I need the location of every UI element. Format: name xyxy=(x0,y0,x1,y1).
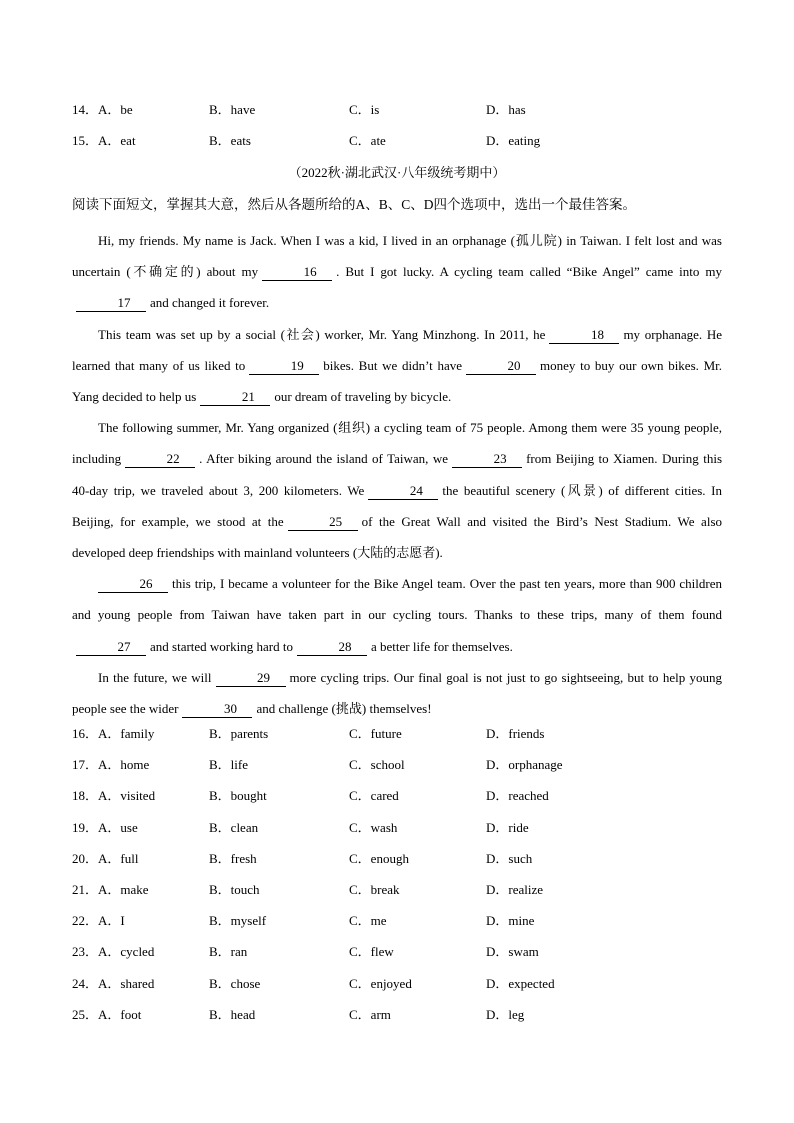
option-row xyxy=(72,880,722,900)
option-c[interactable]: C．me xyxy=(349,913,387,929)
option-a-text: A．cycled xyxy=(98,944,155,960)
option-b[interactable]: B．have xyxy=(209,102,256,117)
question-number: 20． xyxy=(72,850,99,866)
option-b[interactable]: B．myself xyxy=(209,913,267,929)
option-row xyxy=(72,974,722,994)
passage-text: The following summer, Mr. Yang organized (组织) a cycling team of 75 people. Among them were 35 young people, including xyxy=(72,420,722,467)
option-c[interactable]: C．wash xyxy=(349,819,398,835)
passage-text: bikes. But we didn’t have xyxy=(323,357,463,373)
option-row xyxy=(72,786,722,806)
option-b[interactable]: B．life xyxy=(209,757,248,773)
question-number: 21． xyxy=(72,882,99,897)
question-number: 25． xyxy=(72,1006,99,1022)
option-d[interactable]: D．mine xyxy=(486,913,535,929)
passage-text: from Beijing to Xiamen. During this 40-day trip, we traveled about 3, 200 kilometers. We xyxy=(72,451,723,498)
option-a[interactable] xyxy=(72,974,154,994)
passage-text: a better life for themselves. xyxy=(370,638,513,654)
option-a[interactable] xyxy=(72,724,154,744)
option-a-text: A．be xyxy=(98,102,133,117)
option-b[interactable]: B．ran xyxy=(209,944,248,960)
passage-text: and changed it forever. xyxy=(150,295,270,311)
passage-text: Hi, my friends. My name is Jack. When I was a kid, I lived in an orphanage (孤儿院) in Taiwan. I felt lost and was uncertain (不确定的) about my xyxy=(72,233,722,280)
blank-23[interactable]: 23 xyxy=(452,451,522,468)
passage-paragraph-4 xyxy=(72,568,722,662)
blank-26[interactable]: 26 xyxy=(98,576,168,593)
option-a-text: A．foot xyxy=(98,1006,142,1022)
option-row xyxy=(72,849,722,869)
blank-30[interactable]: 30 xyxy=(182,701,252,718)
passage-text: our dream of traveling by bicycle. xyxy=(274,389,452,405)
passage-text: . But I got lucky. A cycling team called “Bike Angel” came into my xyxy=(336,264,722,280)
option-b[interactable]: B．chose xyxy=(209,975,261,991)
blank-16[interactable]: 16 xyxy=(262,264,332,281)
option-c[interactable]: C．ate xyxy=(349,133,386,148)
passage-text: This team was set up by a social (社会) worker, Mr. Yang Minzhong. In 2011, he xyxy=(98,326,546,342)
question-number: 16． xyxy=(72,726,99,741)
passage-text: In the future, we will xyxy=(98,669,212,685)
question-number: 22． xyxy=(72,913,99,929)
option-a[interactable] xyxy=(72,818,138,838)
option-a-text: A．visited xyxy=(98,788,156,804)
option-c[interactable]: C．enough xyxy=(349,850,409,866)
passage-text: . After biking around the island of Taiwan, we xyxy=(199,451,449,467)
option-a[interactable] xyxy=(72,786,155,806)
option-c[interactable]: C．future xyxy=(349,726,402,741)
option-a-text: A．eat xyxy=(98,133,136,148)
section-instruction: 阅读下面短文，掌握其大意，然后从各题所给的A、B、C、D四个选项中，选出一个最佳答案。 xyxy=(72,197,637,212)
option-row xyxy=(72,724,722,744)
option-row xyxy=(72,755,722,775)
option-d[interactable]: D．realize xyxy=(486,882,544,897)
blank-21[interactable]: 21 xyxy=(200,389,270,406)
passage-text: more cycling trips. Our final goal is not just to go sightseeing, but to help young people see the wider xyxy=(72,669,722,717)
question-number: 23． xyxy=(72,944,99,960)
reading-passage xyxy=(72,225,722,724)
option-row xyxy=(72,911,722,931)
option-b[interactable]: B．clean xyxy=(209,819,259,835)
option-d[interactable]: D．leg xyxy=(486,1006,525,1022)
option-row xyxy=(72,1005,722,1025)
blank-20[interactable]: 20 xyxy=(466,358,536,375)
passage-text: my orphanage. He learned that many of us liked to xyxy=(72,326,722,373)
option-a[interactable] xyxy=(72,942,154,962)
option-c[interactable]: C．school xyxy=(349,757,405,773)
option-b[interactable]: B．bought xyxy=(209,788,267,804)
question-number: 14． xyxy=(72,102,99,117)
option-a[interactable] xyxy=(72,911,125,931)
option-d[interactable]: D．orphanage xyxy=(486,757,563,773)
option-d[interactable]: D．friends xyxy=(486,726,545,741)
passage-paragraph-5 xyxy=(72,662,722,724)
question-number: 19． xyxy=(72,819,99,835)
option-row-14 xyxy=(72,100,722,120)
blank-28[interactable]: 28 xyxy=(297,639,367,656)
passage-text: money to buy our own bikes. Mr. Yang decided to help us xyxy=(72,357,722,405)
blank-22[interactable]: 22 xyxy=(125,451,195,468)
option-d[interactable]: D．swam xyxy=(486,944,539,960)
passage-text: of the Great Wall and visited the Bird’s Nest Stadium. We also developed deep friendships with mainland volunteers (大陆的志愿者). xyxy=(72,513,723,561)
passage-text: and challenge (挑战) themselves! xyxy=(256,701,432,717)
blank-27[interactable]: 27 xyxy=(76,639,146,656)
option-c[interactable]: C．cared xyxy=(349,788,399,804)
option-b[interactable]: B．fresh xyxy=(209,850,257,866)
option-c[interactable]: C．enjoyed xyxy=(349,975,412,991)
blank-18[interactable]: 18 xyxy=(549,327,619,344)
question-number: 15． xyxy=(72,133,99,148)
option-a-text: A．home xyxy=(98,757,150,773)
option-c[interactable]: C．arm xyxy=(349,1006,391,1022)
option-c[interactable]: C．break xyxy=(349,882,400,897)
option-row-15 xyxy=(72,131,722,151)
section-source: （2022秋·湖北武汉·八年级统考期中） xyxy=(288,165,506,180)
option-b[interactable]: B．parents xyxy=(209,726,269,741)
option-a[interactable] xyxy=(72,849,138,869)
option-a-text: A．use xyxy=(98,819,138,835)
option-d[interactable]: D．such xyxy=(486,850,533,866)
blank-17[interactable]: 17 xyxy=(76,295,146,312)
option-a[interactable] xyxy=(72,755,149,775)
option-b[interactable]: B．eats xyxy=(209,133,251,148)
passage-paragraph-1 xyxy=(72,225,722,319)
option-a-text: A．shared xyxy=(98,975,155,991)
option-b[interactable]: B．touch xyxy=(209,882,260,897)
option-a[interactable] xyxy=(72,880,149,900)
question-number: 24． xyxy=(72,975,99,991)
option-a-text: A．family xyxy=(98,726,155,741)
option-row xyxy=(72,818,722,838)
option-d[interactable]: D．expected xyxy=(486,975,555,991)
question-number: 17． xyxy=(72,757,99,773)
blank-25[interactable]: 25 xyxy=(288,514,358,531)
option-c[interactable]: C．flew xyxy=(349,944,394,960)
option-d[interactable]: D．has xyxy=(486,102,526,117)
option-d[interactable]: D．reached xyxy=(486,788,549,804)
option-a-text: A．I xyxy=(98,913,125,929)
passage-paragraph-3 xyxy=(72,412,722,568)
passage-text: this trip, I became a volunteer for the Bike Angel team. Over the past ten years, more than 900 children and young people from Taiwan have taken part in our cycling tours. Thanks to these trips, many of them found xyxy=(72,576,722,623)
option-d[interactable]: D．ride xyxy=(486,819,529,835)
passage-text: and started working hard to xyxy=(150,638,293,654)
blank-24[interactable]: 24 xyxy=(368,483,438,500)
option-a[interactable] xyxy=(72,100,133,120)
option-a[interactable] xyxy=(72,131,136,151)
passage-paragraph-2 xyxy=(72,319,722,413)
option-b[interactable]: B．head xyxy=(209,1006,256,1022)
option-d[interactable]: D．eating xyxy=(486,133,541,148)
option-c[interactable]: C．is xyxy=(349,102,380,117)
option-a-text: A．full xyxy=(98,850,139,866)
blank-29[interactable]: 29 xyxy=(216,670,286,687)
option-a[interactable] xyxy=(72,1005,141,1025)
option-a-text: A．make xyxy=(98,882,149,897)
question-number: 18． xyxy=(72,788,99,804)
blank-19[interactable]: 19 xyxy=(249,358,319,375)
passage-text: the beautiful scenery (风景) of different cities. In Beijing, for example, we stood at the xyxy=(72,482,722,529)
option-row xyxy=(72,942,722,962)
